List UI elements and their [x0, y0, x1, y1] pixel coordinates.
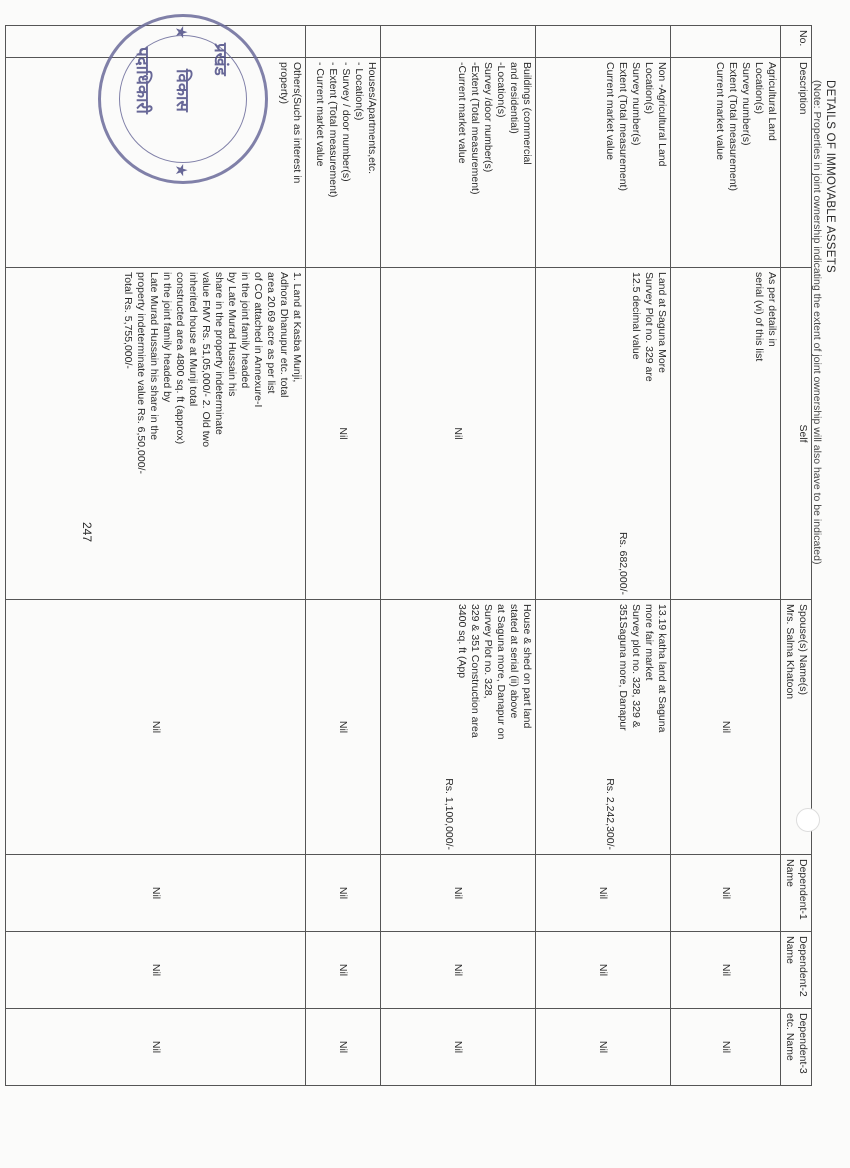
table-row [381, 26, 536, 1086]
self-cell-line: 1. Land at Kasba Munji, [291, 272, 303, 383]
dep2-cell: Nil [381, 932, 536, 1009]
dep1-cell: Nil [671, 855, 781, 932]
spouse-cell-line: 13.19 katha land at Saguna [656, 604, 668, 733]
spouse-cell-line: Survey Plot no. 328, [482, 604, 494, 699]
self-cell-line: serial (vi) of this list [753, 272, 765, 362]
spouse-cell-line: 351Saguna more, Danapur [617, 604, 629, 731]
spouse-cell-line: 3400 sq. ft (App [456, 604, 468, 679]
spouse-cell-line: more fair market [643, 604, 655, 681]
spouse-cell [306, 600, 381, 855]
dep2-cell: Nil [671, 932, 781, 1009]
self-cell-line: in the joint family headed [239, 272, 251, 389]
spouse-cell-line: Nil [337, 720, 350, 734]
header-no: No. [781, 26, 812, 58]
spouse-cell-line: 329 & 351 Construction area [469, 604, 481, 738]
dep3-cell: Nil [536, 1009, 671, 1086]
self-cell-line: inherited house at Munji total [187, 272, 199, 407]
description-cell-line: Survey /door number(s) [482, 62, 494, 173]
description-cell-line: Extent (Total measurement) [727, 62, 739, 191]
description-cell-line: Location(s) [643, 62, 655, 114]
table-row [6, 26, 306, 1086]
self-cell [306, 268, 381, 600]
dep3-cell: Nil [381, 1009, 536, 1086]
header-spouse-name: Mrs. Salma Khatoon [784, 604, 796, 700]
self-cell-line: value FMV Rs. 51,05,000/- 2. Old two [200, 272, 212, 448]
self-cell-line: Nil [337, 427, 350, 440]
spouse-cell-line: Survey plot no. 328, 329 & [630, 604, 642, 728]
description-cell-line: Current market value [604, 62, 616, 161]
description-cell-line: Others(Such as interest in [291, 62, 303, 184]
table-body [6, 26, 781, 1086]
header-self: Self [781, 268, 812, 600]
self-cell-value: Rs. 682,000/- [617, 531, 629, 595]
header-dependent-1 [781, 855, 812, 932]
header-dependent-3 [781, 1009, 812, 1086]
self-cell-line: Land at Saguna More [656, 272, 668, 373]
header-dep2-line: Dependent-2 [797, 936, 809, 997]
dep3-cell: Nil [306, 1009, 381, 1086]
dep2-cell: Nil [536, 932, 671, 1009]
dep2-cell: Nil [306, 932, 381, 1009]
description-cell-line: -Location(s) [495, 62, 507, 118]
dep2-cell: Nil [6, 932, 306, 1009]
description-cell [306, 58, 381, 268]
spouse-cell [381, 600, 536, 855]
official-seal [98, 14, 268, 184]
description-cell-line: Buildings (commercial [521, 62, 533, 165]
document-title: DETAILS OF IMMOVABLE ASSETS [824, 80, 836, 273]
dep1-cell: Nil [381, 855, 536, 932]
description-cell-line: - Location(s) [353, 62, 365, 121]
self-cell-line: Survey Plot no. 329 are [643, 272, 655, 382]
self-cell-line: As per details in [766, 272, 778, 347]
dep3-cell: Nil [671, 1009, 781, 1086]
header-dep3-name: etc. Name [784, 1013, 796, 1061]
description-cell [381, 58, 536, 268]
description-cell-line: Location(s) [753, 62, 765, 114]
spouse-cell-line: at Saguna more, Danapur on [495, 604, 507, 740]
description-cell-line: -Extent (Total measurement) [469, 62, 481, 195]
spouse-cell [6, 600, 306, 855]
self-cell-line: by Late Murad Hussain his [226, 272, 238, 397]
row-number-cell [306, 26, 381, 58]
description-cell [536, 58, 671, 268]
spouse-cell-line: Nil [720, 720, 732, 734]
row-number-cell [671, 26, 781, 58]
table-header-row [781, 26, 812, 1086]
self-cell [536, 268, 671, 600]
spouse-cell-value: Rs. 1,100,000/- [443, 778, 455, 850]
description-cell-line: - Current market value [314, 62, 326, 167]
spouse-cell-line: House & shed on part land [521, 604, 533, 729]
immovable-assets-table [5, 25, 812, 1086]
seal-star-icon: ★ [172, 163, 189, 178]
self-cell-line: constructed area 4800 sq. ft (approx) [174, 272, 186, 445]
spouse-cell [671, 600, 781, 855]
spouse-cell-line: Nil [150, 720, 162, 734]
description-cell-line: Houses/Apartments,etc. [366, 62, 378, 175]
description-cell-line: Extent (Total measurement) [617, 62, 629, 191]
header-dependent-2 [781, 932, 812, 1009]
self-cell-line: Late Murad Hussain his share in the [148, 272, 160, 441]
description-cell-line: property) [278, 62, 290, 105]
description-cell-line: Non -Agricultural Land [656, 62, 668, 167]
description-cell-line: Agricultural Land [766, 62, 778, 141]
self-cell-line: Total Rs. 5,755,000/- [122, 272, 134, 369]
table-row [671, 26, 781, 1086]
header-description: Description [781, 58, 812, 268]
dep1-cell: Nil [536, 855, 671, 932]
row-number-cell [536, 26, 671, 58]
self-cell [381, 268, 536, 600]
description-cell-line: Survey number(s) [740, 62, 752, 146]
description-cell-line: -Current market value [456, 62, 468, 164]
description-cell-line: and residential) [508, 62, 520, 134]
punch-hole [796, 808, 820, 832]
self-cell-line: Adhora Dhanupur etc. total [278, 272, 290, 398]
header-dep3-line: Dependent-3 [797, 1013, 809, 1074]
self-cell-line: of CO attached in Annexure-I [252, 272, 264, 408]
description-cell-line: - Extent (Total measurement) [327, 62, 339, 198]
page-number: 247 [80, 522, 94, 543]
spouse-cell-line: stated at serial (ii) above [508, 604, 520, 719]
dep1-cell: Nil [6, 855, 306, 932]
header-spouse-line: Spouse(s) Name(s) [797, 604, 809, 696]
header-dep1-line: Dependent-1 [797, 859, 809, 920]
description-cell-line: - Survey / door number(s) [340, 62, 352, 182]
seal-text-1: प्रखंड [211, 43, 230, 76]
spouse-cell-value: Rs. 2,242,300/- [604, 778, 616, 850]
self-cell [6, 268, 306, 600]
seal-text-3: पदाधिकारी [133, 47, 152, 114]
seal-star-icon: ★ [172, 25, 189, 40]
self-cell-line: area 20.69 acre as per list [265, 272, 277, 394]
row-number-cell [381, 26, 536, 58]
description-cell-line: Survey number(s) [630, 62, 642, 146]
self-cell-line: in the joint family headed by [161, 272, 173, 403]
self-cell-line: Nil [452, 427, 465, 440]
table-row [306, 26, 381, 1086]
self-cell-line: property indeterminate value Rs. 6,50,000/- [135, 272, 147, 474]
description-cell-line: Current market value [714, 62, 726, 161]
self-cell [671, 268, 781, 600]
document-note: (Note: Properties in joint ownership indicating the extent of joint ownership will also have to be indicated) [811, 80, 823, 565]
description-cell [671, 58, 781, 268]
header-dep1-name: Name [784, 859, 796, 888]
spouse-cell [536, 600, 671, 855]
dep3-cell: Nil [6, 1009, 306, 1086]
table-row [536, 26, 671, 1086]
seal-text-2: विकास [173, 69, 192, 112]
self-cell-line: 12.5 decimal value [630, 272, 642, 360]
dep1-cell: Nil [306, 855, 381, 932]
self-cell-line: share in the property indeterminate [213, 272, 225, 435]
header-dep2-name: Name [784, 936, 796, 965]
